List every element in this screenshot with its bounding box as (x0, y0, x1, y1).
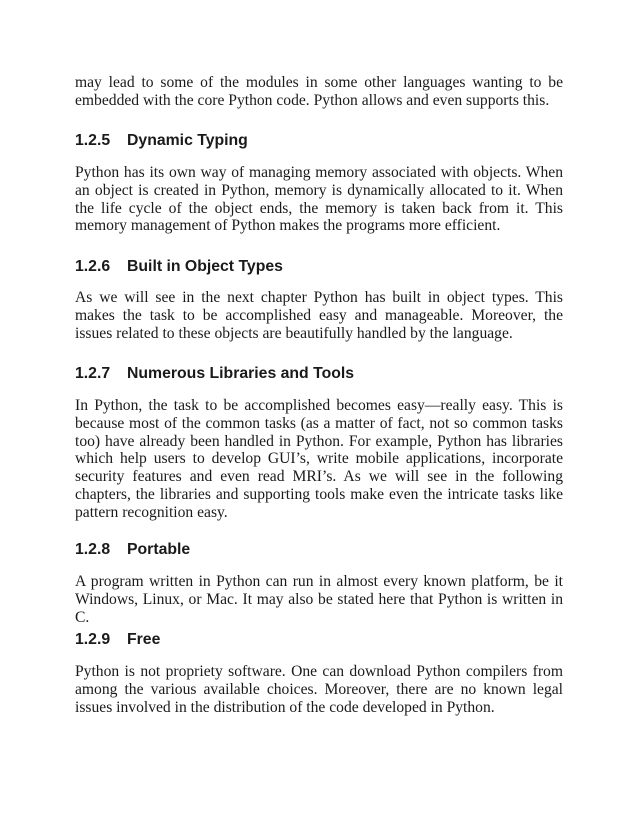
section-heading-libraries-and-tools (75, 365, 354, 383)
section-title: Portable (127, 541, 191, 558)
section-heading-portable (75, 541, 190, 559)
section-number: 1.2.5 (75, 132, 111, 149)
intro-paragraph: may lead to some of the modules in some other languages wanting to be embedded with the core Python code. Python allows and even supports this. (75, 74, 563, 109)
section-title: Numerous Libraries and Tools (127, 365, 355, 382)
section-heading-built-in-object-types (75, 258, 283, 276)
section-title: Built in Object Types (127, 258, 283, 275)
section-number: 1.2.9 (75, 631, 111, 648)
section-title: Dynamic Typing (127, 132, 248, 149)
section-title: Free (127, 631, 161, 648)
section-number: 1.2.7 (75, 365, 111, 382)
section-number: 1.2.8 (75, 541, 111, 558)
section-paragraph-portable: A program written in Python can run in almost every known platform, be it Windows, Linux, or Mac. It may also be stated here that Python is written in C. (75, 573, 563, 626)
section-paragraph-libraries-and-tools: In Python, the task to be accomplished becomes easy—really easy. This is because most of the common tasks (as a matter of fact, not so common tasks too) have already been handled in Python. For example, Python has libraries which help users to develop GUI’s, write mobile applications, incorporate security features and even read MRI’s. As we will see in the following chapters, the libraries and supporting tools make even the intricate tasks like pattern recognition easy. (75, 397, 563, 521)
section-heading-dynamic-typing (75, 132, 248, 150)
section-paragraph-built-in-object-types: As we will see in the next chapter Python has built in object types. This makes the task to be accomplished easy and manageable. Moreover, the issues related to these objects are beautifully handled by the language. (75, 289, 563, 342)
section-number: 1.2.6 (75, 258, 111, 275)
section-paragraph-free: Python is not propriety software. One can download Python compilers from among the various available choices. Moreover, there are no known legal issues involved in the distribution of the code developed in Python. (75, 663, 563, 716)
section-heading-free (75, 631, 160, 649)
section-paragraph-dynamic-typing: Python has its own way of managing memory associated with objects. When an object is created in Python, memory is dynamically allocated to it. When the life cycle of the object ends, the memory is taken back from it. This memory management of Python makes the programs more efficient. (75, 164, 563, 235)
